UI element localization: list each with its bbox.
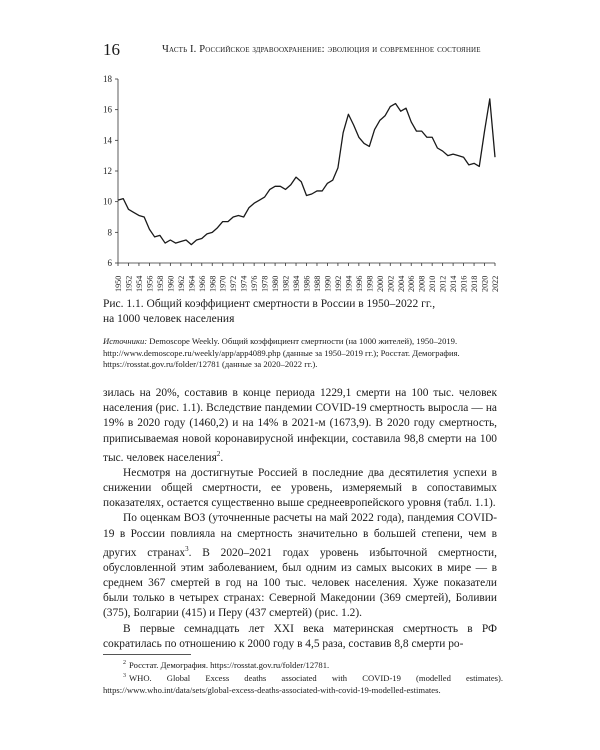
x-tick-label: 1966 — [197, 275, 207, 292]
footnote-3 — [103, 671, 503, 696]
figure-caption — [103, 297, 503, 327]
y-tick-label: 14 — [103, 135, 112, 146]
x-tick-label: 1990 — [323, 275, 333, 292]
x-tick-label: 1956 — [145, 275, 155, 292]
caption-line-2: на 1000 человек населения — [103, 313, 235, 325]
x-tick-label: 1952 — [124, 275, 134, 292]
x-tick-label: 1982 — [281, 275, 291, 292]
footnote-2 — [103, 658, 503, 671]
x-tick-label: 1974 — [239, 275, 249, 292]
x-tick-label: 1958 — [155, 275, 165, 292]
x-tick-label: 1992 — [333, 275, 343, 292]
x-tick-label: 1960 — [166, 275, 176, 292]
x-tick-label: 1950 — [114, 275, 123, 292]
mortality-series-line — [118, 99, 495, 245]
x-tick-label: 1984 — [292, 275, 302, 292]
x-tick-label: 1954 — [134, 275, 144, 292]
x-tick-label: 1978 — [260, 275, 270, 292]
x-tick-label: 2018 — [470, 275, 480, 292]
x-tick-label: 1964 — [187, 275, 197, 292]
sources-label: Источники: — [103, 336, 148, 346]
footnote-ref-2: 2 — [216, 449, 221, 458]
x-tick-label: 1972 — [229, 275, 239, 292]
footnote-2-mark: 2 — [123, 660, 126, 666]
paragraph-1 — [103, 386, 497, 466]
paragraph-3 — [103, 511, 497, 621]
y-tick-label: 10 — [103, 196, 112, 207]
x-tick-label: 1976 — [250, 275, 260, 292]
paragraph-2: Несмотря на достигнутые Россией в последние два десятилетия успехи в снижении общей смертности, ее уровень, измеряемый в сопоставимых показателях, остается существенно выше среднеевропейского уровня (табл. 1.1). — [103, 466, 497, 510]
x-tick-label: 1970 — [218, 275, 228, 292]
paragraph-3-text: По оценкам ВОЗ (уточненные расчеты на май 2022 года), пандемия COVID-19 в России повлияла на смертность значительно в большей степени, чем в других странах — [103, 512, 497, 559]
y-tick-label: 18 — [103, 74, 112, 84]
paragraph-3-end: . В 2020–2021 годах уровень избыточной смертности, обусловленной этим заболеванием, был одним из самых высоких в мире — в среднем 367 смертей в год на 100 тыс. человек населения. Хуже показатели были только в четырех странах: Северной Македонии (369 смертей), Боливии (375), Болгарии (415) и Перу (437 смертей) (рис. 1.2). — [103, 546, 497, 620]
footnotes — [103, 658, 503, 696]
footnote-divider — [103, 654, 191, 655]
x-tick-label: 2020 — [480, 275, 490, 292]
paragraph-1-end: . — [220, 451, 224, 464]
x-tick-label: 2004 — [396, 275, 406, 292]
x-tick-label: 1998 — [365, 275, 375, 292]
x-tick-label: 1994 — [344, 275, 354, 292]
x-tick-label: 1986 — [302, 275, 312, 292]
footnote-ref-3: 3 — [185, 544, 189, 553]
y-tick-label: 16 — [103, 104, 112, 115]
x-tick-label: 2022 — [491, 275, 500, 292]
sources-text: Demoscope Weekly. Общий коэффициент смертности (на 1000 жителей), 1950–2019. http://www.demoscope.ru/weekly/app/app4089.php (данные за 1950–2019 гг.); Росстат. Демография. https://rosstat.gov.ru/folder/12781 (данные за 2020–2022 гг.). — [103, 336, 460, 369]
x-tick-label: 2008 — [417, 275, 427, 292]
x-tick-label: 2002 — [386, 275, 396, 292]
caption-line-1: Рис. 1.1. Общий коэффициент смертности в России в 1950–2022 гг., — [103, 298, 436, 310]
running-head: Часть I. Российское здравоохранение: эволюция и современное состояние — [162, 44, 481, 55]
x-tick-label: 2012 — [438, 275, 448, 292]
x-tick-label: 2000 — [375, 275, 385, 292]
x-tick-label: 1962 — [176, 275, 186, 292]
x-tick-label: 2006 — [407, 275, 417, 292]
body-text — [103, 386, 497, 652]
x-tick-label: 1988 — [312, 275, 322, 292]
x-tick-label: 2010 — [428, 275, 438, 292]
y-tick-label: 6 — [107, 258, 112, 268]
y-tick-label: 8 — [107, 227, 112, 238]
x-tick-label: 2014 — [449, 275, 459, 292]
x-tick-label: 1996 — [354, 275, 364, 292]
paragraph-1-text: зилась на 20%, составив в конце периода 1229,1 смерти на 100 тыс. человек населения (рис. 1.1). Вследствие пандемии COVID-19 смертность выросла — на 19% в 2020 году (1460,2) и на 14% в 2021-м (1673,9). В 2020 году смертность, приписываемая новой коронавирусной инфекции, составила 98,8 смерти на 100 тыс. человек населения — [103, 387, 497, 464]
paragraph-4: В первые семнадцать лет XXI века материнская смертность в РФ сократилась по отношению к 2000 году в 4,5 раза, составив 8,8 смерти ро- — [103, 622, 497, 650]
footnote-2-text: Росстат. Демография. https://rosstat.gov.ru/folder/12781. — [129, 659, 330, 670]
page-number: 16 — [103, 40, 120, 59]
figure-sources — [103, 336, 523, 371]
x-tick-label: 2016 — [459, 275, 469, 292]
y-tick-label: 12 — [103, 166, 112, 176]
x-tick-label: 1968 — [208, 275, 218, 292]
footnote-3-text: WHO. Global Excess deaths associated with COVID-19 (modelled estimates). https://www.who.int/data/sets/global-excess-deaths-associated-with-covid-19-modelled-estimates. — [103, 673, 503, 695]
x-tick-label: 1980 — [271, 275, 281, 292]
footnote-3-mark: 3 — [123, 673, 126, 680]
mortality-line-chart — [90, 70, 510, 295]
